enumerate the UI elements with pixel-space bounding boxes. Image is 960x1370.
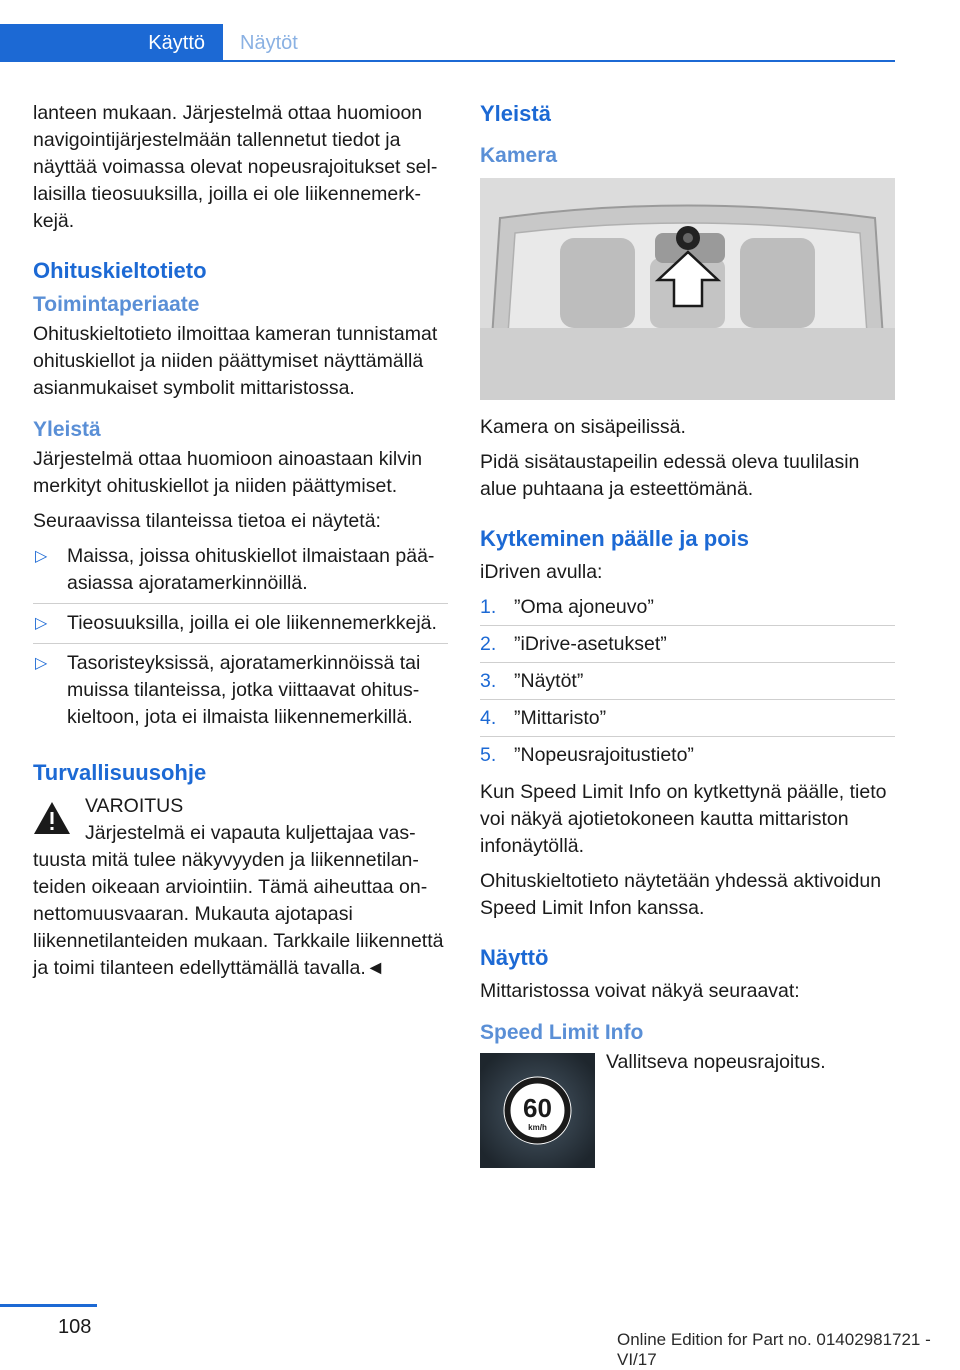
heading-yleista-left: Yleistä	[33, 418, 101, 441]
step-text: ”Mittaristo”	[514, 707, 607, 729]
heading-naytto: Näyttö	[480, 945, 549, 970]
heading-yleista-right: Yleistä	[480, 101, 551, 126]
general-paragraph: Järjestelmä ottaa huomioon ainoastaan kilvin merkityt ohituskiellot ja niiden päättymiset.	[33, 448, 423, 497]
heading-ohituskieltotieto: Ohituskieltotieto	[33, 258, 207, 283]
step-number: 2.	[480, 633, 497, 655]
warning-text: Järjestelmä ei vapauta kuljettajaa vastuusta mitä tulee näkyvyyden ja liikennetilanteiden oikeaan arviointiin. Tämä aiheuttaa onnettomuusvaaran. Mukauta ajotapasi liikennetilanteiden mukaan. Tarkkaile liikennettä ja toimi tilanteen edellyttämällä tavalla.◄	[33, 822, 444, 979]
step-text: ”Oma ajoneuvo”	[514, 596, 654, 618]
triangle-bullet-icon: ▷	[35, 548, 48, 565]
speed-limit-text: Vallitseva nopeusrajoitus.	[606, 1051, 826, 1073]
cases-list	[33, 543, 448, 737]
speed-limit-sign-icon	[480, 1053, 595, 1168]
idrive-intro: iDriven avulla:	[480, 561, 603, 583]
principle-paragraph: Ohituskieltotieto ilmoittaa kameran tunnistamat ohituskiellot ja niiden päättymiset näyttämällä asianmukaiset symbolit mittaristossa.	[33, 323, 438, 399]
triangle-bullet-icon: ▷	[35, 655, 48, 672]
step-number: 4.	[480, 707, 497, 729]
intro-paragraph: lanteen mukaan. Järjestelmä ottaa huomioon navigointijärjestelmään tallennetut tiedot ja näyttää voimassa olevat nopeusrajoitukset sellaisilla tieosuuksilla, joilla ei ole liikennemerkkejä.	[33, 102, 438, 232]
switch-paragraph-1: Kun Speed Limit Info on kytkettynä päälle, tieto voi näkyä ajotietokoneen kautta mittariston infonäytöllä.	[480, 781, 887, 857]
footer-rule	[0, 1304, 97, 1307]
list-item-text: Tasoristeyksissä, ajoratamerkinnöissä tai muissa tilanteissa, jotka viittaavat ohituskieltoon, jota ei ilmaista liikennemerkillä.	[67, 652, 421, 728]
list-item	[480, 705, 895, 737]
cases-intro: Seuraavissa tilanteissa tietoa ei näytetä:	[33, 510, 381, 532]
list-item	[480, 668, 895, 700]
page-number: 108	[58, 1316, 92, 1338]
switch-paragraph-2: Ohituskieltotieto näytetään yhdessä aktivoidun Speed Limit Infon kanssa.	[480, 870, 882, 919]
step-number: 5.	[480, 744, 497, 766]
tab-kaytto[interactable]: Käyttö	[0, 24, 223, 62]
camera-paragraph: Pidä sisätaustapeilin edessä oleva tuulilasin alue puhtaana ja esteettömänä.	[480, 451, 860, 500]
list-item	[480, 631, 895, 663]
heading-turvallisuusohje: Turvallisuusohje	[33, 760, 207, 785]
list-item	[33, 610, 448, 644]
list-item	[480, 594, 895, 626]
warning-block	[33, 793, 448, 982]
warning-triangle-icon	[33, 801, 71, 835]
right-column	[480, 100, 895, 1169]
sign-unit: km/h	[528, 1123, 547, 1132]
camera-mirror-illustration	[480, 178, 895, 400]
list-item	[33, 543, 448, 604]
heading-kamera: Kamera	[480, 144, 558, 167]
sign-value: 60	[523, 1093, 552, 1123]
edition-footer: Online Edition for Part no. 01402981721 - VI/17	[617, 1330, 931, 1369]
header-bar	[0, 24, 895, 62]
left-column	[33, 100, 448, 982]
heading-toimintaperiaate: Toimintaperiaate	[33, 293, 200, 316]
tab-naytot[interactable]: Näytöt	[240, 31, 298, 54]
list-item-text: Tieosuuksilla, joilla ei ole liikennemerkkejä.	[67, 612, 437, 634]
steps-list	[480, 594, 895, 773]
step-number: 3.	[480, 670, 497, 692]
heading-speed-limit-info: Speed Limit Info	[480, 1021, 644, 1044]
step-text: ”Näytöt”	[514, 670, 584, 692]
step-text: ”Nopeusrajoitustieto”	[514, 744, 694, 766]
step-text: ”iDrive-asetukset”	[514, 633, 667, 655]
camera-caption: Kamera on sisäpeilissä.	[480, 416, 686, 438]
triangle-bullet-icon: ▷	[35, 615, 48, 632]
speed-limit-info-block	[480, 1049, 895, 1169]
warning-title: VAROITUS	[85, 795, 184, 817]
list-item	[33, 650, 448, 737]
list-item-text: Maissa, joissa ohituskiellot ilmaistaan pääasiassa ajoratamerkinnöillä.	[67, 545, 435, 594]
list-item	[480, 742, 895, 773]
header-rule	[223, 60, 895, 62]
step-number: 1.	[480, 596, 497, 618]
heading-kytkeminen: Kytkeminen päälle ja pois	[480, 526, 749, 551]
display-paragraph: Mittaristossa voivat näkyä seuraavat:	[480, 980, 800, 1002]
